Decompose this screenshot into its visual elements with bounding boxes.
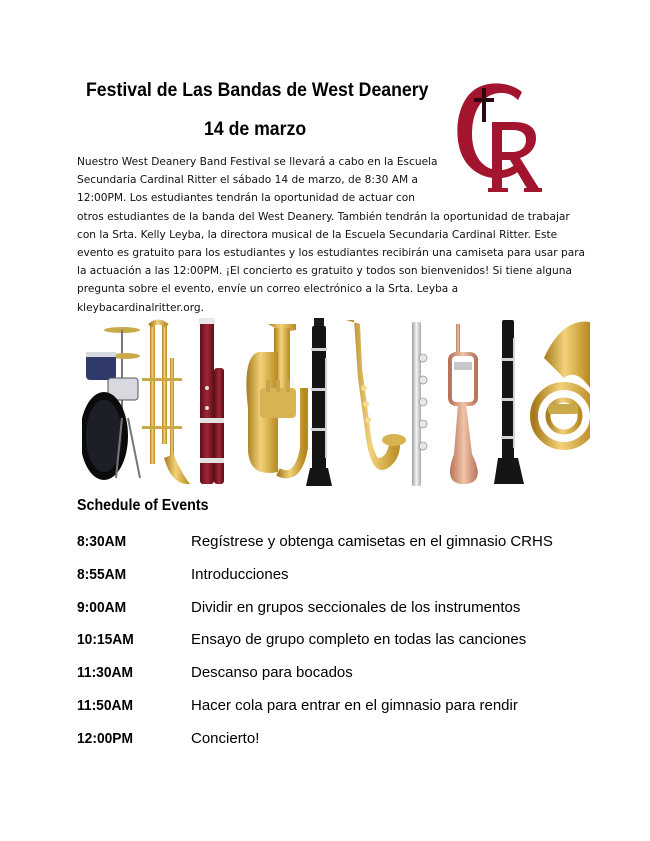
schedule-desc: Dividir en grupos seccionales de los instrumentos bbox=[191, 599, 521, 616]
schedule-time: 10:15AM bbox=[77, 631, 134, 648]
logo-cross-vertical bbox=[482, 88, 486, 122]
bassoon-icon bbox=[199, 318, 224, 484]
logo-cross-horizontal bbox=[474, 98, 494, 102]
drum-kit-icon bbox=[82, 327, 140, 480]
intro-line: 12:00PM. Los estudiantes tendrán la oportunidad de actuar con bbox=[77, 192, 415, 205]
schedule-title: Schedule of Events bbox=[77, 497, 209, 514]
trumpet-icon bbox=[450, 324, 478, 484]
schedule-time: 8:55AM bbox=[77, 566, 127, 583]
event-date: 14 de marzo bbox=[204, 119, 307, 140]
page-title: Festival de Las Bandas de West Deanery bbox=[86, 80, 429, 101]
schedule-desc: Concierto! bbox=[191, 730, 260, 747]
euphonium-icon bbox=[246, 324, 304, 474]
bass-clarinet-icon bbox=[494, 320, 524, 484]
schedule-desc: Introducciones bbox=[191, 566, 289, 583]
schedule-time: 11:50AM bbox=[77, 697, 134, 714]
intro-line: evento es gratuito para los estudiantes y los estudiantes recibirán una camiseta para usar para bbox=[77, 247, 586, 260]
intro-line: la actuación a las 12:00PM. ¡El concierto es gratuito y todos son bienvenidos! Si tiene alguna bbox=[77, 265, 572, 278]
instruments-banner bbox=[82, 318, 590, 488]
schedule-time: 12:00PM bbox=[77, 730, 134, 747]
intro-line: Secundaria Cardinal Ritter el sábado 14 de marzo, de 8:30 AM a bbox=[77, 174, 419, 187]
french-horn-icon bbox=[534, 322, 590, 446]
saxophone-icon bbox=[346, 320, 406, 470]
schedule-time: 11:30AM bbox=[77, 664, 134, 681]
flute-icon bbox=[412, 322, 427, 486]
intro-line: otros estudiantes de la banda del West Deanery. También tendrán la oportunidad de trabajar bbox=[77, 210, 570, 223]
intro-line: con la Srta. Kelly Leyba, la directora musical de la Escuela Secundaria Cardinal Ritter. Este bbox=[77, 228, 558, 241]
clarinet-icon bbox=[306, 318, 332, 486]
schedule-desc: Descanso para bocados bbox=[191, 664, 353, 681]
schedule-desc: Hacer cola para entrar en el gimnasio para rendir bbox=[191, 697, 518, 714]
schedule-time: 8:30AM bbox=[77, 533, 127, 550]
intro-line: pregunta sobre el evento, envíe un correo electrónico a la Srta. Leyba a kleybacardinalritter.org. bbox=[77, 283, 459, 314]
schedule-desc: Regístrese y obtenga camisetas en el gimnasio CRHS bbox=[191, 533, 553, 550]
trombone-icon bbox=[142, 322, 190, 484]
schedule-desc: Ensayo de grupo completo en todas las canciones bbox=[191, 631, 527, 648]
intro-line: Nuestro West Deanery Band Festival se llevará a cabo en la Escuela bbox=[77, 156, 438, 168]
schedule-time: 9:00AM bbox=[77, 599, 127, 616]
intro-paragraph bbox=[77, 153, 587, 317]
